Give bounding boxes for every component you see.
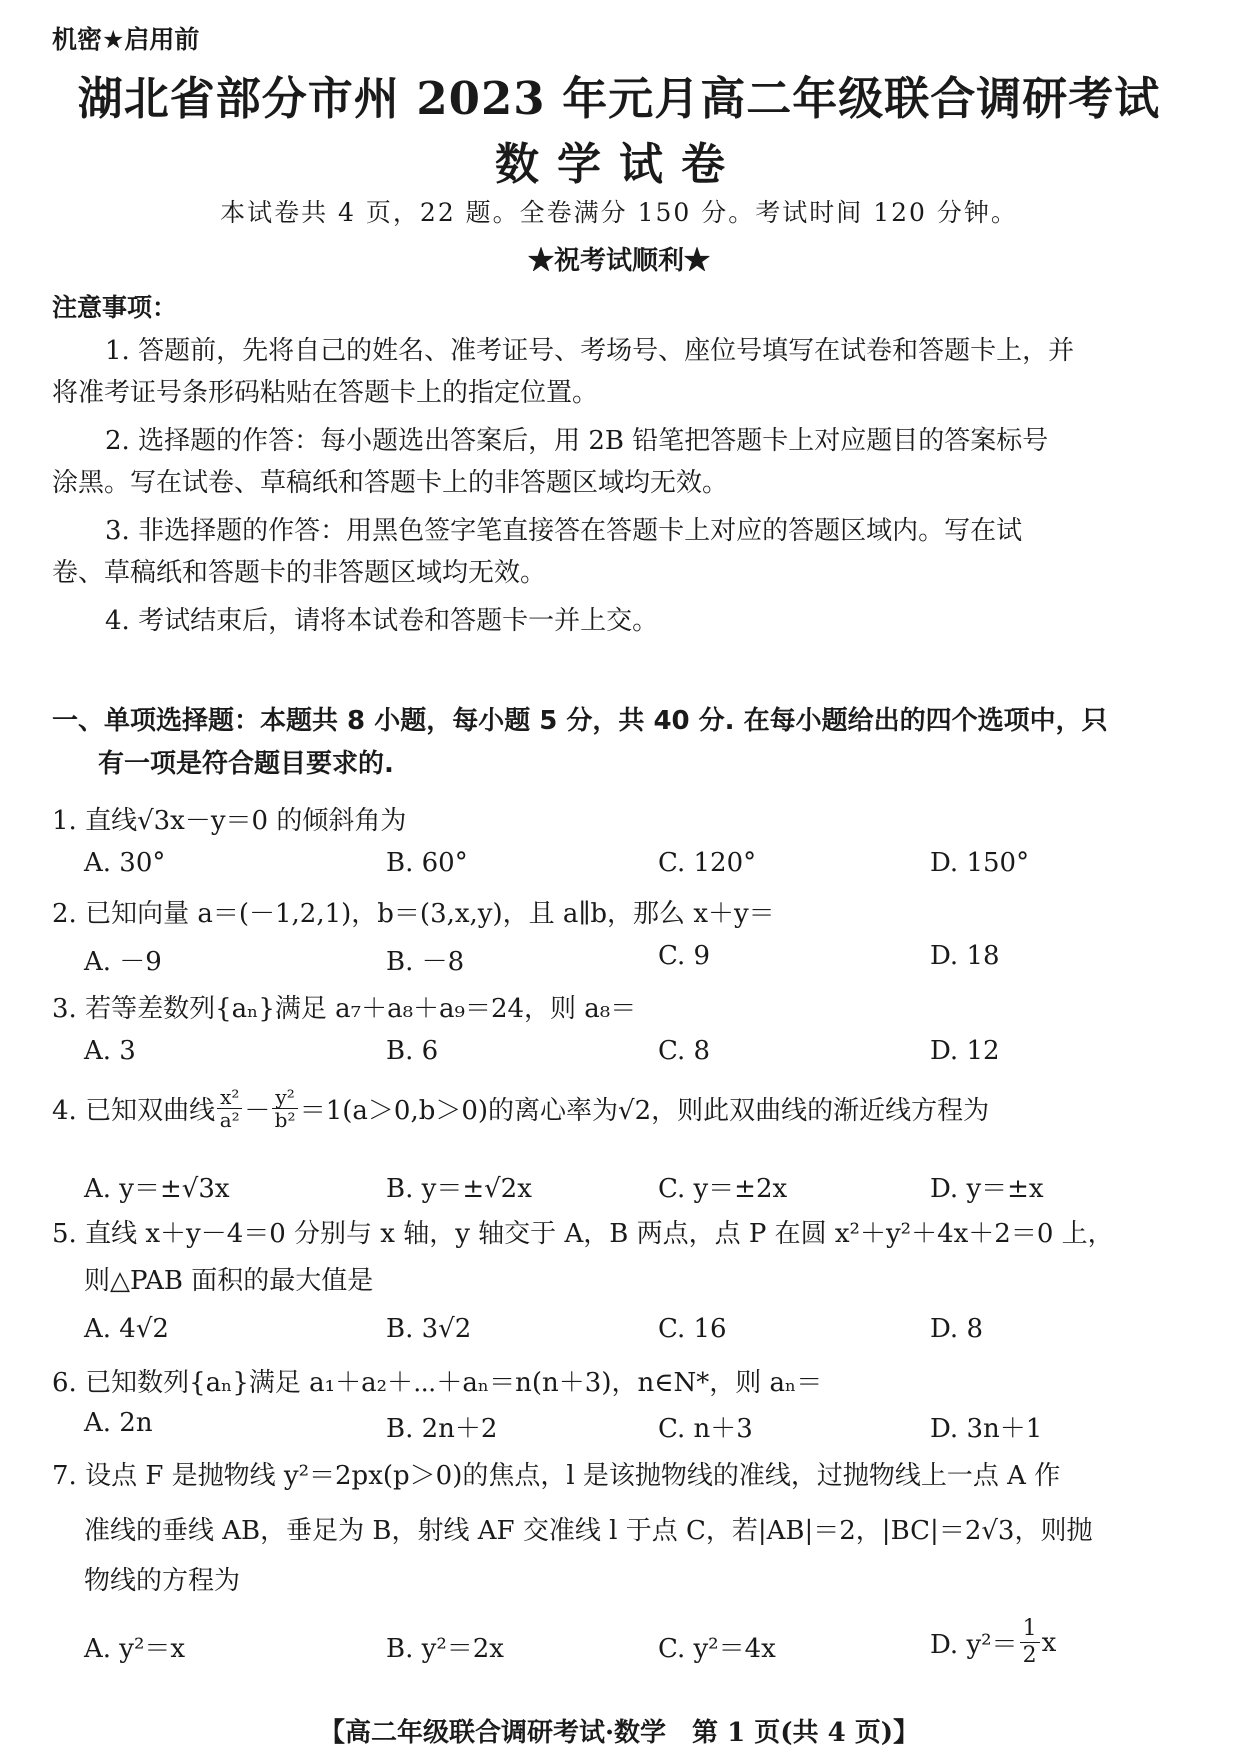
question-5-option-d: D. 8 — [930, 1314, 983, 1344]
question-3-stem: 3. 若等差数列{aₙ}满足 a₇＋a₈＋a₉＝24，则 a₈＝ — [52, 994, 637, 1024]
notice-item-2-line-1: 2. 选择题的作答：每小题选出答案后，用 2B 铅笔把答题卡上对应题目的答案标号 — [105, 426, 1049, 456]
good-luck-line: ★祝考试顺利★ — [527, 246, 710, 276]
notice-item-4: 4. 考试结束后，请将本试卷和答题卡一并上交。 — [105, 606, 659, 636]
question-1-option-d: D. 150° — [930, 848, 1030, 878]
question-1-option-c: C. 120° — [658, 848, 757, 878]
question-6-option-b: B. 2n＋2 — [386, 1414, 498, 1444]
option-d-suffix: x — [1041, 1627, 1057, 1658]
question-1-stem: 1. 直线√3x－y＝0 的倾斜角为 — [52, 806, 407, 836]
page-footer: 【高二年级联合调研考试·数学 第 1 页(共 4 页)】 — [318, 1718, 920, 1748]
notice-item-1-line-1: 1. 答题前，先将自己的姓名、准考证号、考场号、座位号填写在试卷和答题卡上，并 — [105, 336, 1075, 366]
fraction-x2-over-a2 — [217, 1086, 242, 1131]
fraction-denominator: b² — [274, 1108, 296, 1132]
question-6-stem: 6. 已知数列{aₙ}满足 a₁＋a₂＋⋯＋aₙ＝n(n＋3)，n∈N*，则 aₙ＝ — [52, 1368, 823, 1398]
question-4-option-a: A. y＝±√3x — [84, 1174, 230, 1204]
question-6-option-d: D. 3n＋1 — [930, 1414, 1043, 1444]
question-5-option-a: A. 4√2 — [84, 1314, 169, 1344]
question-3-option-d: D. 12 — [930, 1036, 1000, 1066]
section-1-heading-line-2: 有一项是符合题目要求的. — [98, 749, 394, 779]
question-7-stem-line-3: 物线的方程为 — [84, 1566, 241, 1596]
question-4-stem-suffix: ＝1(a＞0,b＞0)的离心率为√2，则此双曲线的渐近线方程为 — [299, 1096, 990, 1126]
notice-item-3-line-2: 卷、草稿纸和答题卡的非答题区域均无效。 — [52, 558, 547, 588]
confidential-label: 机密★启用前 — [52, 25, 200, 54]
exam-title: 湖北省部分市州 2023 年元月高二年级联合调研考试 — [77, 72, 1161, 125]
question-4-stem-prefix: 4. 已知双曲线 — [52, 1096, 216, 1126]
question-7-option-a: A. y²＝x — [84, 1634, 186, 1664]
fraction-denominator: a² — [219, 1108, 240, 1132]
section-1-heading-line-1: 一、单项选择题：本题共 8 小题，每小题 5 分，共 40 分. 在每小题给出的四个选项中，只 — [52, 706, 1108, 736]
exam-info: 本试卷共 4 页，22 题。全卷满分 150 分。考试时间 120 分钟。 — [220, 198, 1018, 227]
fraction-numerator: x² — [217, 1086, 242, 1109]
question-4-option-b: B. y＝±√2x — [386, 1174, 532, 1204]
question-5-stem-line-2: 则△PAB 面积的最大值是 — [84, 1266, 374, 1296]
notice-item-1-line-2: 将准考证号条形码粘贴在答题卡上的指定位置。 — [52, 378, 599, 408]
question-7-option-d — [930, 1616, 1056, 1669]
fraction-one-half — [1020, 1616, 1040, 1669]
notice-item-3-line-1: 3. 非选择题的作答：用黑色签字笔直接答在答题卡上对应的答题区域内。写在试 — [105, 516, 1023, 546]
question-2-option-b: B. －8 — [386, 947, 465, 977]
question-2-stem: 2. 已知向量 a＝(－1,2,1)，b＝(3,x,y)，且 a∥b，那么 x＋y＝ — [52, 899, 775, 929]
fraction-numerator: y² — [272, 1086, 297, 1109]
fraction-numerator: 1 — [1020, 1616, 1040, 1643]
subject-title: 数学试卷 — [495, 139, 743, 190]
question-4-stem — [52, 1086, 989, 1131]
question-5-stem-line-1: 5. 直线 x＋y－4＝0 分别与 x 轴，y 轴交于 A，B 两点，点 P 在圆 x²＋y²＋4x＋2＝0 上， — [52, 1219, 1114, 1249]
minus-sign: － — [244, 1096, 271, 1126]
question-4-option-d: D. y＝±x — [930, 1174, 1044, 1204]
question-6-option-c: C. n＋3 — [658, 1414, 753, 1444]
question-3-option-b: B. 6 — [386, 1036, 439, 1066]
question-2-option-a: A. －9 — [84, 947, 162, 977]
notice-item-2-line-2: 涂黑。写在试卷、草稿纸和答题卡上的非答题区域均无效。 — [52, 468, 729, 498]
question-7-stem-line-1: 7. 设点 F 是抛物线 y²＝2px(p＞0)的焦点，l 是该抛物线的准线，过抛物线上一点 A 作 — [52, 1461, 1061, 1491]
question-2-option-d: D. 18 — [930, 941, 1000, 971]
question-7-option-c: C. y²＝4x — [658, 1634, 776, 1664]
option-d-prefix: D. y²＝ — [930, 1630, 1018, 1660]
fraction-y2-over-b2 — [272, 1086, 297, 1131]
question-1-option-b: B. 60° — [386, 848, 468, 878]
question-3-option-c: C. 8 — [658, 1036, 711, 1066]
fraction-denominator: 2 — [1022, 1643, 1037, 1668]
notice-heading: 注意事项： — [52, 293, 178, 322]
question-7-stem-line-2: 准线的垂线 AB，垂足为 B，射线 AF 交准线 l 于点 C，若|AB|＝2，|BC|＝2√3，则抛 — [84, 1516, 1093, 1546]
question-7-option-b: B. y²＝2x — [386, 1634, 504, 1664]
question-2-option-c: C. 9 — [658, 941, 711, 971]
question-5-option-c: C. 16 — [658, 1314, 727, 1344]
question-6-option-a: A. 2n — [84, 1408, 153, 1438]
question-4-option-c: C. y＝±2x — [658, 1174, 788, 1204]
question-3-option-a: A. 3 — [84, 1036, 136, 1066]
question-5-option-b: B. 3√2 — [386, 1314, 472, 1344]
question-1-option-a: A. 30° — [84, 848, 166, 878]
